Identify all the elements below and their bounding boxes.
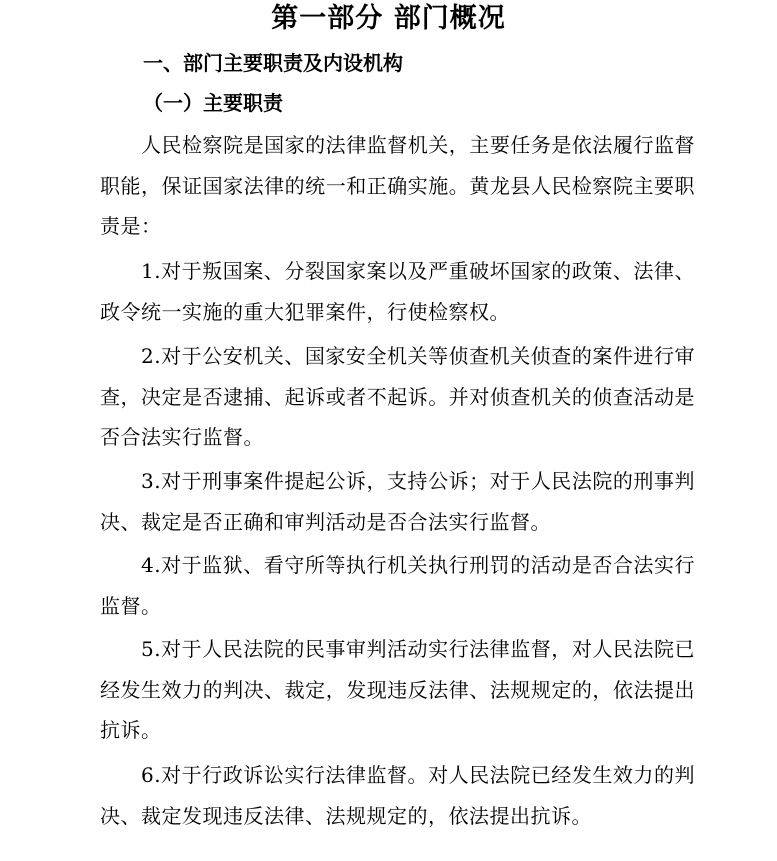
duty-item-3: 3.对于刑事案件提起公诉，支持公诉；对于人民法院的刑事判决、裁定是否正确和审判活动是否合法实行监督。: [100, 469, 695, 534]
subsection-heading: （一）主要职责: [143, 91, 283, 115]
duty-item-4: 4.对于监狱、看守所等执行机关执行刑罚的活动是否合法实行监督。: [100, 553, 695, 618]
section-heading: 一、部门主要职责及内设机构: [143, 51, 403, 75]
duty-item-2: 2.对于公安机关、国家安全机关等侦查机关侦查的案件进行审查，决定是否逮捕、起诉或者不起诉。并对侦查机关的侦查活动是否合法实行监督。: [100, 344, 695, 449]
duty-item-5: 5.对于人民法院的民事审判活动实行法律监督，对人民法院已经发生效力的判决、裁定，发现违反法律、法规规定的，依法提出抗诉。: [100, 637, 695, 742]
duty-item-1: 1.对于叛国案、分裂国家案以及严重破坏国家的政策、法律、政令统一实施的重大犯罪案件，行使检察权。: [100, 259, 695, 324]
intro-paragraph: 人民检察院是国家的法律监督机关，主要任务是依法履行监督职能，保证国家法律的统一和正确实施。黄龙县人民检察院主要职责是：: [100, 133, 695, 238]
duty-item-6: 6.对于行政诉讼实行法律监督。对人民法院已经发生效力的判决、裁定发现违反法律、法规规定的，依法提出抗诉。: [100, 763, 695, 828]
page-title: 第一部分 部门概况: [271, 3, 506, 34]
